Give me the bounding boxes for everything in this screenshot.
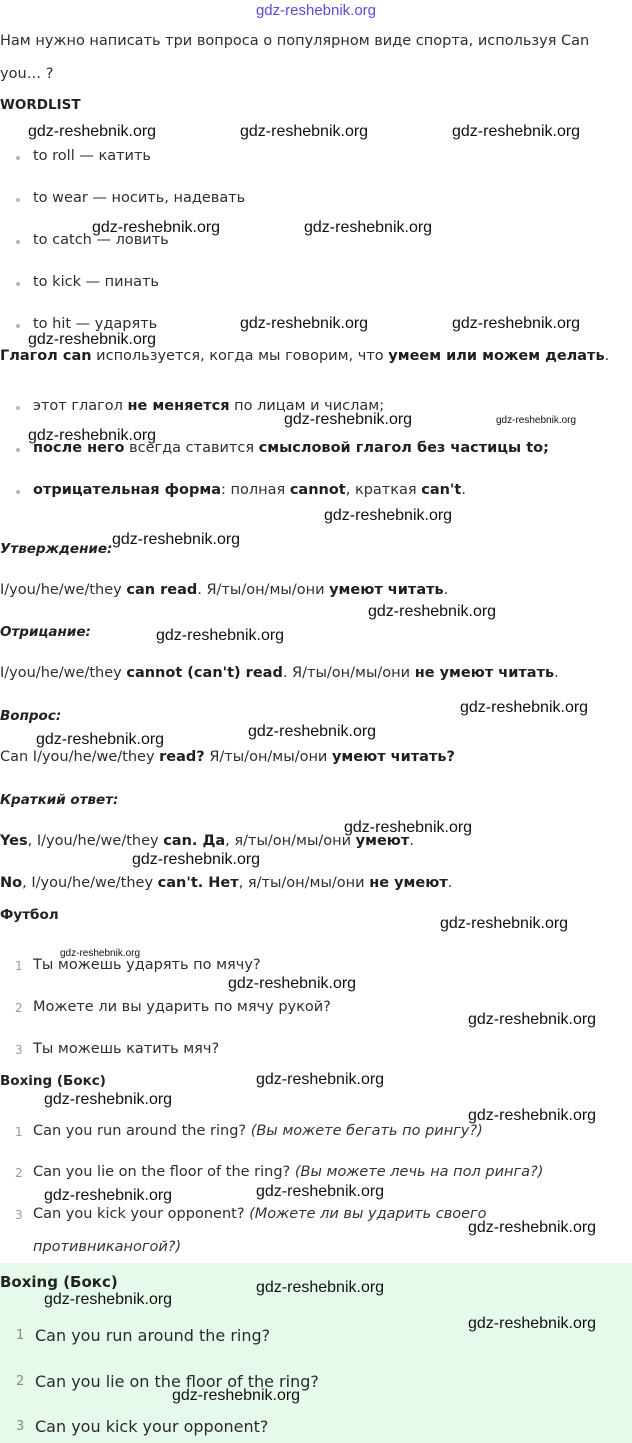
watermark: gdz-reshebnik.org xyxy=(256,1279,385,1296)
watermark: gdz-reshebnik.org xyxy=(324,507,453,524)
bullet-icon xyxy=(16,198,20,202)
boxing-question-continued: противниканогой?) xyxy=(33,1239,182,1255)
watermark: gdz-reshebnik.org xyxy=(44,1291,173,1308)
football-question: Можете ли вы ударить по мячу рукой? xyxy=(33,999,331,1015)
short-answer-no: No, I/you/he/we/they can't. Нет, я/ты/он/мы/они не умеют. xyxy=(0,875,453,891)
bullet-icon xyxy=(16,156,20,160)
watermark: gdz-reshebnik.org xyxy=(44,1187,173,1204)
wordlist-item: to hit — ударять xyxy=(33,316,158,332)
watermark: gdz-reshebnik.org xyxy=(248,723,377,740)
watermark: gdz-reshebnik.org xyxy=(460,699,589,716)
boxing-question: Can you lie on the floor of the ring? (Вы можете лечь на пол ринга?) xyxy=(33,1164,544,1180)
watermark: gdz-reshebnik.org xyxy=(44,1091,173,1108)
answer-question: Can you kick your opponent? xyxy=(35,1417,269,1436)
question-title: Вопрос: xyxy=(0,708,62,724)
watermark: gdz-reshebnik.org xyxy=(28,331,157,348)
grammar-rule: Глагол can используется, когда мы говорим, что умеем или можем делать. xyxy=(0,348,610,364)
affirmative-title: Утверждение: xyxy=(0,541,113,557)
bullet-icon xyxy=(16,448,20,452)
list-number: 3 xyxy=(16,1419,25,1434)
boxing-title: Boxing (Бокс) xyxy=(0,1073,106,1089)
watermark: gdz-reshebnik.org xyxy=(240,123,369,140)
wordlist-item: to kick — пинать xyxy=(33,274,159,290)
list-number: 1 xyxy=(15,959,23,973)
watermark: gdz-reshebnik.org xyxy=(256,1183,385,1200)
affirmative-example: I/you/he/we/they can read. Я/ты/он/мы/они умеют читать. xyxy=(0,582,449,598)
bullet-icon xyxy=(16,406,20,410)
answer-title: Boxing (Бокс) xyxy=(0,1273,118,1291)
boxing-question: Can you kick your opponent? (Можете ли вы ударить своего xyxy=(33,1206,487,1222)
watermark: gdz-reshebnik.org xyxy=(496,415,577,426)
watermark: gdz-reshebnik.org xyxy=(156,627,285,644)
watermark: gdz-reshebnik.org xyxy=(28,427,157,444)
watermark: gdz-reshebnik.org xyxy=(304,219,433,236)
grammar-point: отрицательная форма: полная cannot, краткая can't. xyxy=(33,482,466,498)
intro-line-1: Нам нужно написать три вопроса о популярном виде спорта, используя Can xyxy=(0,33,590,49)
watermark: gdz-reshebnik.org xyxy=(28,123,157,140)
watermark: gdz-reshebnik.org xyxy=(172,1387,301,1404)
watermark: gdz-reshebnik.org xyxy=(468,1219,597,1236)
grammar-point: этот глагол не меняется по лицам и числам; xyxy=(33,398,385,414)
intro-line-2: you… ? xyxy=(0,66,54,82)
watermark: gdz-reshebnik.org xyxy=(468,1315,597,1332)
negative-title: Отрицание: xyxy=(0,624,91,640)
short-answer-title: Краткий ответ: xyxy=(0,792,119,808)
watermark: gdz-reshebnik.org xyxy=(112,531,241,548)
football-question: Ты можешь ударять по мячу? xyxy=(33,957,261,973)
bullet-icon xyxy=(16,324,20,328)
football-title: Футбол xyxy=(0,907,59,923)
bullet-icon xyxy=(16,282,20,286)
grammar-point: после него всегда ставится смысловой глагол без частицы to; xyxy=(33,440,549,456)
list-number: 1 xyxy=(15,1125,23,1139)
short-answer-yes: Yes, I/you/he/we/they can. Да, я/ты/он/мы/они умеют. xyxy=(0,833,414,849)
watermark: gdz-reshebnik.org xyxy=(36,731,165,748)
watermark: gdz-reshebnik.org xyxy=(256,1071,385,1088)
boxing-question: Can you run around the ring? (Вы можете бегать по рингу?) xyxy=(33,1123,483,1139)
watermark: gdz-reshebnik.org xyxy=(344,819,473,836)
list-number: 1 xyxy=(16,1328,25,1343)
watermark: gdz-reshebnik.org xyxy=(228,975,357,992)
watermark: gdz-reshebnik.org xyxy=(92,219,221,236)
football-question: Ты можешь катить мяч? xyxy=(33,1041,220,1057)
list-number: 3 xyxy=(15,1043,23,1057)
answer-question: Can you lie on the floor of the ring? xyxy=(35,1372,319,1391)
negative-example: I/you/he/we/they cannot (can't) read. Я/ты/он/мы/они не умеют читать. xyxy=(0,665,559,681)
watermark: gdz-reshebnik.org xyxy=(452,315,581,332)
question-example: Can I/you/he/we/they read? Я/ты/он/мы/они умеют читать? xyxy=(0,749,455,765)
bullet-icon xyxy=(16,490,20,494)
site-watermark-header[interactable]: gdz-reshebnik.org xyxy=(255,2,377,19)
watermark: gdz-reshebnik.org xyxy=(284,411,413,428)
watermark: gdz-reshebnik.org xyxy=(60,948,141,959)
list-number: 2 xyxy=(15,1001,23,1015)
watermark: gdz-reshebnik.org xyxy=(452,123,581,140)
bullet-icon xyxy=(16,240,20,244)
wordlist-item: to wear — носить, надевать xyxy=(33,190,246,206)
wordlist-item: to roll — катить xyxy=(33,148,151,164)
answer-question: Can you run around the ring? xyxy=(35,1326,271,1345)
list-number: 2 xyxy=(15,1166,23,1180)
watermark: gdz-reshebnik.org xyxy=(468,1011,597,1028)
wordlist-title: WORDLIST xyxy=(0,97,81,113)
list-number: 3 xyxy=(15,1208,23,1222)
list-number: 2 xyxy=(16,1374,25,1389)
watermark: gdz-reshebnik.org xyxy=(440,915,569,932)
wordlist-item: to catch — ловить xyxy=(33,232,169,248)
watermark: gdz-reshebnik.org xyxy=(132,851,261,868)
watermark: gdz-reshebnik.org xyxy=(468,1107,597,1124)
watermark: gdz-reshebnik.org xyxy=(368,603,497,620)
watermark: gdz-reshebnik.org xyxy=(240,315,369,332)
